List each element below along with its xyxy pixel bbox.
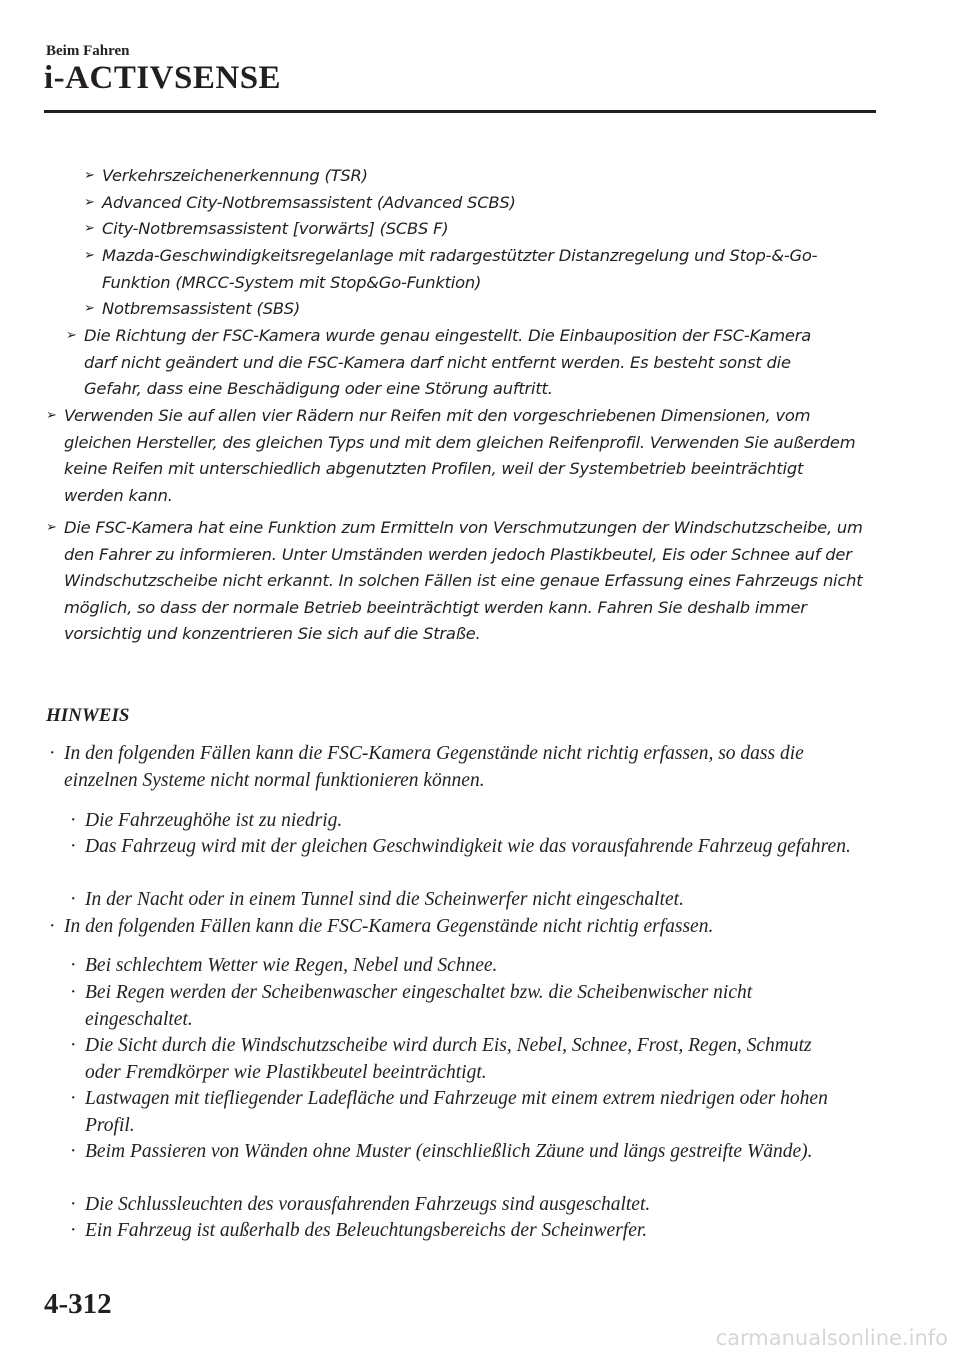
dot-bullet-icon: · bbox=[70, 1141, 77, 1162]
arrow-bullet-icon: ➢ bbox=[46, 408, 57, 423]
arrow-bullet-icon: ➢ bbox=[84, 195, 95, 210]
caution-list-item: ➢ Mazda-Geschwindigkeitsregelanlage mit radargestützter Distanzregelung und Stop-&-Go-Funktion (MRCC-System mit Stop&Go-Funktion) bbox=[102, 243, 822, 296]
dot-bullet-icon: · bbox=[70, 955, 77, 976]
arrow-bullet-icon: ➢ bbox=[84, 301, 95, 316]
caution-list-item: ➢ Notbremsassistent (SBS) bbox=[102, 296, 862, 323]
dot-bullet-icon: · bbox=[70, 810, 77, 831]
dot-bullet-icon: · bbox=[70, 1220, 77, 1241]
caution-list-item: ➢ Advanced City-Notbremsassistent (Advanced SCBS) bbox=[102, 190, 862, 217]
header-divider bbox=[44, 110, 876, 113]
note-sublist-item: · In der Nacht oder in einem Tunnel sind die Scheinwerfer nicht eingeschaltet. bbox=[85, 887, 875, 914]
note-sublist-item: · Das Fahrzeug wird mit der gleichen Geschwindigkeit wie das vorausfahrende Fahrzeug gefahren. bbox=[85, 834, 875, 861]
dot-bullet-icon: · bbox=[70, 982, 77, 1003]
note-sublist-item: · Die Schlussleuchten des vorausfahrenden Fahrzeugs sind ausgeschaltet. bbox=[85, 1192, 875, 1219]
arrow-bullet-icon: ➢ bbox=[46, 520, 57, 535]
arrow-bullet-icon: ➢ bbox=[66, 328, 77, 343]
caution-list-item: ➢ Die Richtung der FSC-Kamera wurde genau eingestellt. Die Einbauposition der FSC-Kamera darf nicht geändert und die FSC-Kamera darf nicht entfernt werden. Es besteht sonst die Gefahr, dass eine Beschädigung oder eine Störung auftritt. bbox=[84, 323, 824, 403]
dot-bullet-icon: · bbox=[70, 1035, 77, 1056]
note-sublist-item: · Bei schlechtem Wetter wie Regen, Nebel und Schnee. bbox=[85, 953, 875, 980]
watermark: carmanualsonline.info bbox=[715, 1326, 948, 1350]
note-sublist-item: · Ein Fahrzeug ist außerhalb des Beleuchtungsbereichs der Scheinwerfer. bbox=[85, 1218, 875, 1245]
note-heading: HINWEIS bbox=[46, 705, 130, 726]
page-title: i-ACTIVSENSE bbox=[44, 60, 282, 96]
note-sublist-item: · Beim Passieren von Wänden ohne Muster (einschließlich Zäune und längs gestreifte Wände). bbox=[85, 1139, 845, 1166]
note-sublist-item: · Die Sicht durch die Windschutzscheibe wird durch Eis, Nebel, Schnee, Frost, Regen, Schmutz oder Fremdkörper wie Plastikbeutel beeinträchtigt. bbox=[70, 1035, 812, 1083]
dot-bullet-icon: · bbox=[70, 889, 77, 910]
dot-bullet-icon: · bbox=[70, 1194, 77, 1215]
caution-list-item: ➢ Die FSC-Kamera hat eine Funktion zum Ermitteln von Verschmutzungen der Windschutzscheibe, um den Fahrer zu informieren. Unter Umständen werden jedoch Plastikbeutel, Eis oder Schnee auf der Windschutzscheibe nicht erkannt. In solchen Fällen ist eine genaue Erfassung eines Fahrzeugs nicht möglich, so dass der normale Betrieb beeinträchtigt werden kann. Fahren Sie deshalb immer vorsichtig und konzentrieren Sie sich auf die Straße. bbox=[64, 515, 876, 648]
note-sublist-item: · Die Fahrzeughöhe ist zu niedrig. bbox=[85, 808, 875, 835]
note-sublist-item: · Lastwagen mit tiefliegender Ladefläche und Fahrzeuge mit einem extrem niedrigen oder hohen Profil. bbox=[70, 1088, 828, 1136]
section-label: Beim Fahren bbox=[46, 43, 130, 59]
arrow-bullet-icon: ➢ bbox=[84, 221, 95, 236]
caution-list-item: ➢ Verwenden Sie auf allen vier Rädern nur Reifen mit den vorgeschriebenen Dimensionen, vom gleichen Hersteller, des gleichen Typs und mit dem gleichen Reifenprofil. Verwenden Sie außerdem keine Reifen mit unterschiedlich abgenutzten Profilen, weil der Systembetrieb beeinträchtigt werden kann. bbox=[64, 403, 864, 509]
page-number: 4-312 bbox=[44, 1288, 112, 1320]
arrow-bullet-icon: ➢ bbox=[84, 248, 95, 263]
arrow-bullet-icon: ➢ bbox=[84, 168, 95, 183]
dot-bullet-icon: · bbox=[70, 836, 77, 857]
caution-list-item: ➢ Verkehrszeichenerkennung (TSR) bbox=[102, 163, 862, 190]
note-list-item: · In den folgenden Fällen kann die FSC-Kamera Gegenstände nicht richtig erfassen, so dass die einzelnen Systeme nicht normal funktionieren können. bbox=[49, 743, 804, 791]
note-sublist-item: · Bei Regen werden der Scheibenwascher eingeschaltet bzw. die Scheibenwischer nicht eingeschaltet. bbox=[70, 982, 753, 1030]
caution-list-item: ➢ City-Notbremsassistent [vorwärts] (SCBS F) bbox=[102, 216, 862, 243]
note-list-item: · In den folgenden Fällen kann die FSC-Kamera Gegenstände nicht richtig erfassen. bbox=[64, 914, 874, 941]
dot-bullet-icon: · bbox=[49, 743, 56, 764]
dot-bullet-icon: · bbox=[70, 1088, 77, 1109]
dot-bullet-icon: · bbox=[49, 916, 56, 937]
